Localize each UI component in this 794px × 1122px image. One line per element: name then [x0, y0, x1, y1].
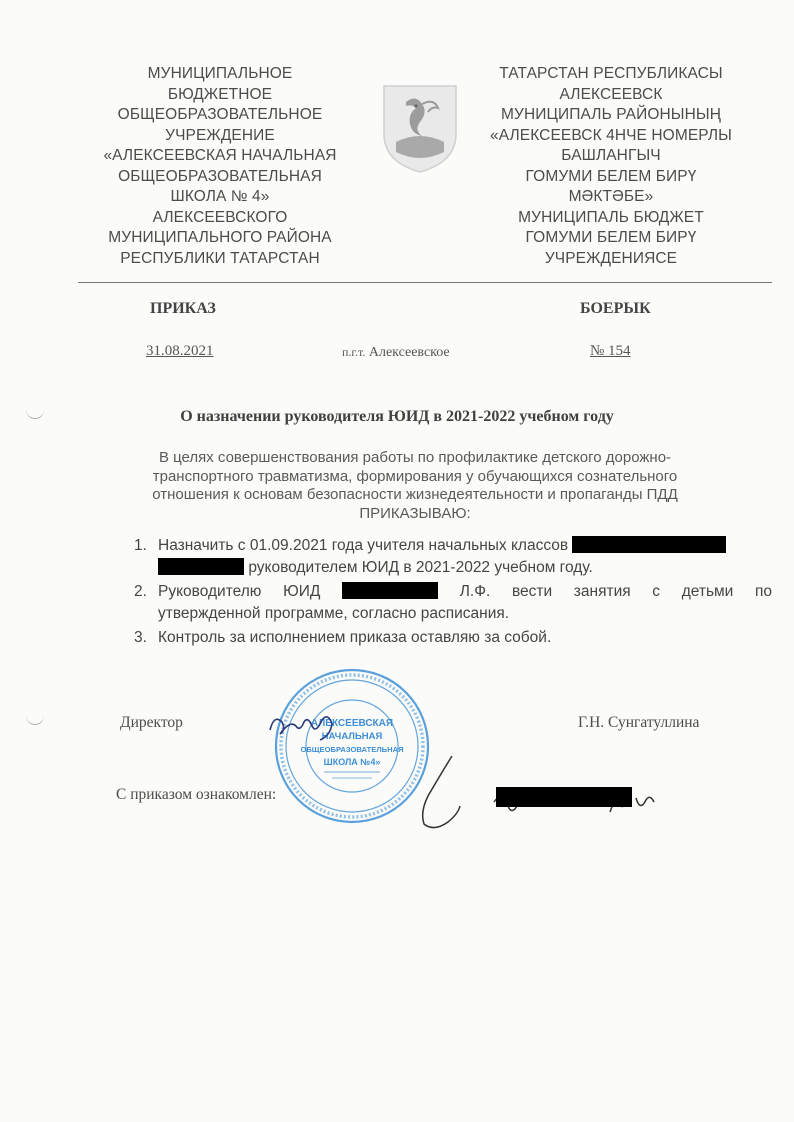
- title-tatar: БОЕРЫК: [580, 300, 651, 317]
- item-text: Руководителю ЮИД: [158, 583, 321, 600]
- preamble-text: В целях совершенствования работы по профилактике детского дорожно-транспортного травматизма, формирования у обучающихся сознательного отношения к основам безопасности жизнедеятельности и пропаганды ПДД: [152, 449, 678, 503]
- director-signature: [264, 700, 344, 750]
- order-word: ПРИКАЗЫВАЮ:: [359, 504, 471, 522]
- header-left-line: ОБЩЕОБРАЗОВАТЕЛЬНОЕ: [117, 106, 323, 123]
- director-label: Директор: [120, 714, 183, 731]
- order-subject: О назначении руководителя ЮИД в 2021-2022 учебном году: [180, 408, 614, 425]
- acquainted-label: С приказом ознакомлен:: [116, 786, 277, 803]
- redaction-bar: [158, 558, 244, 575]
- order-item-3: [132, 627, 772, 649]
- header-right-line: БАШЛАНГЫЧ: [561, 147, 661, 164]
- header-left-line: ШКОЛА № 4»: [170, 188, 270, 205]
- header-right-line: УЧРЕЖДЕНИЯСЕ: [544, 249, 678, 267]
- header-left-line: УЧРЕЖДЕНИЕ: [165, 126, 275, 144]
- header-right-line: МУНИЦИПАЛЬ БЮДЖЕТ: [518, 208, 704, 226]
- order-place: [342, 345, 450, 361]
- tatarstan-coat-of-arms-icon: [376, 82, 464, 174]
- header-left-russian: [72, 64, 368, 269]
- item-number: 1.: [134, 537, 147, 554]
- item-line: [158, 581, 772, 603]
- stamp-line: ОБЩЕОБРАЗОВАТЕЛЬНАЯ: [300, 745, 404, 754]
- header-left-line: «АЛЕКСЕЕВСКАЯ НАЧАЛЬНАЯ: [103, 147, 337, 164]
- header-right-line: «АЛЕКСЕЕВСК 4НЧЕ НОМЕРЛЫ: [490, 126, 732, 144]
- order-item-2: [132, 581, 772, 625]
- header-left-line: БЮДЖЕТНОЕ: [167, 85, 273, 103]
- punch-hole-mark: [26, 716, 44, 725]
- order-number: № 154: [590, 343, 631, 359]
- order-preamble: [150, 449, 680, 523]
- item-text: Назначить с 01.09.2021 года учителя начальных классов: [158, 537, 569, 554]
- acquainted-signature-stroke: [398, 752, 478, 834]
- title-russian: ПРИКАЗ: [150, 300, 216, 317]
- place-prefix: п.г.т.: [342, 345, 366, 359]
- header-left-line: ОБЩЕОБРАЗОВАТЕЛЬНАЯ: [118, 167, 322, 185]
- stamp-line: АЛЕКСЕЕВСКАЯ: [310, 718, 394, 729]
- header-right-line: АЛЕКСЕЕВСК: [559, 85, 663, 103]
- item-text: Контроль за исполнением приказа оставляю за собой.: [158, 629, 552, 646]
- order-item-1: [132, 535, 772, 579]
- header-right-line: МӘКТӘБЕ»: [568, 188, 654, 205]
- stamp-line: НАЧАЛЬНАЯ: [321, 731, 383, 742]
- header-divider: [78, 282, 772, 283]
- redaction-bar: [572, 536, 726, 553]
- item-text: утвержденной программе, согласно расписания.: [158, 605, 510, 622]
- order-items: [132, 535, 772, 651]
- item-number: 2.: [134, 583, 147, 600]
- item-number: 3.: [134, 629, 147, 646]
- place-name: Алексеевское: [368, 345, 450, 360]
- item-line: [158, 603, 772, 625]
- item-text: руководителем ЮИД в 2021-2022 учебном году.: [248, 559, 593, 576]
- header-right-line: ТАТАРСТАН РЕСПУБЛИКАСЫ: [499, 65, 723, 82]
- redaction-bar: [496, 787, 632, 807]
- header-left-line: МУНИЦИПАЛЬНОГО РАЙОНА: [108, 229, 332, 246]
- item-line: [158, 557, 772, 579]
- header-left-line: МУНИЦИПАЛЬНОЕ: [147, 65, 293, 82]
- item-line: [158, 627, 772, 649]
- stamp-line: ШКОЛА №4»: [323, 757, 381, 767]
- header-right-line: МУНИЦИПАЛЬ РАЙОНЫНЫҢ: [500, 106, 722, 123]
- redaction-bar: [342, 582, 438, 599]
- item-text: Л.Ф. вести занятия с детьми по: [459, 583, 773, 600]
- order-date: 31.08.2021: [146, 343, 214, 359]
- director-name: Г.Н. Сунгатуллина: [578, 714, 700, 731]
- header-left-line: АЛЕКСЕЕВСКОГО: [152, 208, 288, 226]
- header-right-tatar: [466, 64, 756, 269]
- item-line: [158, 535, 772, 557]
- header-right-line: ГОМУМИ БЕЛЕМ БИРҮ: [525, 229, 697, 246]
- header-left-line: РЕСПУБЛИКИ ТАТАРСТАН: [120, 249, 320, 267]
- header-right-line: ГОМУМИ БЕЛЕМ БИРҮ: [525, 167, 697, 185]
